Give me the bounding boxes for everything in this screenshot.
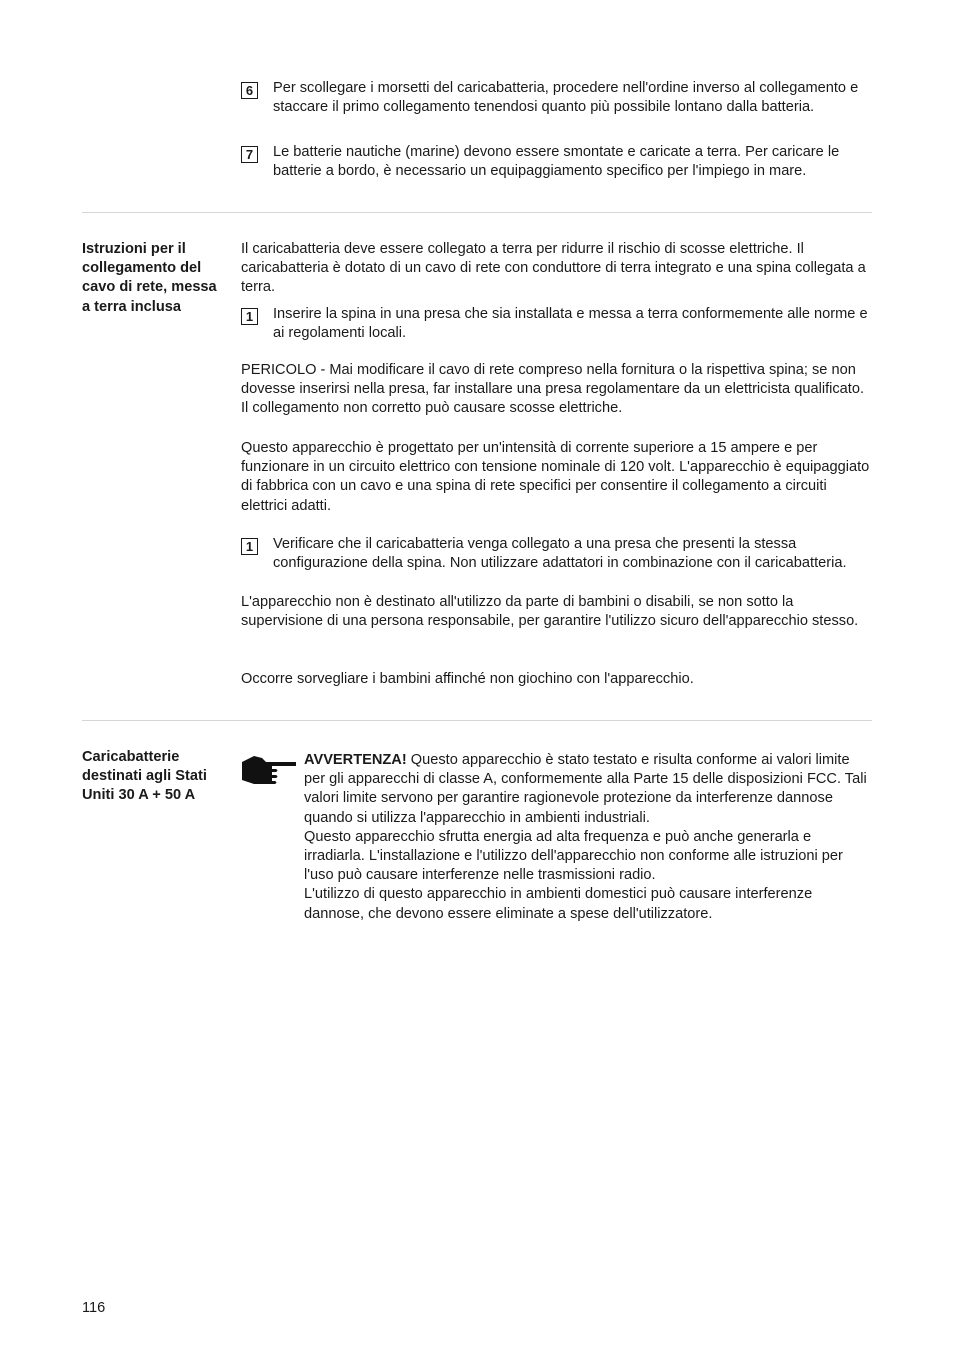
section-heading: Istruzioni per il collegamento del cavo di rete, messa a terra inclusa xyxy=(82,241,217,315)
section-heading: Caricabatterie destinati agli Stati Uniti 30 A + 50 A xyxy=(82,749,207,804)
step-text: Per scollegare i morsetti del caricabatteria, procedere nell'ordine inverso al collegamento e staccare il primo collegamento tenendosi quanto più possibile lontano dalla batteria. xyxy=(273,80,859,116)
body-paragraph: L'apparecchio non è destinato all'utilizzo da parte di bambini o disabili, se non sotto la supervisione di una persona responsabile, per garantire l'utilizzo sicuro dell'apparecchio stesso. xyxy=(241,594,859,630)
danger-paragraph: PERICOLO - Mai modificare il cavo di rete compreso nella fornitura o la rispettiva spina; se non dovesse inserirsi nella presa, far installare una presa regolamentare da un elettricista qualificato. Il collegamento non corretto può causare scosse elettriche. xyxy=(241,362,864,417)
step-number: 1 xyxy=(241,538,258,555)
pointing-hand-icon xyxy=(240,754,298,788)
page-number: 116 xyxy=(82,1300,106,1316)
step-text: Le batterie nautiche (marine) devono essere smontate e caricate a terra. Per caricare le batterie a bordo, è necessario un equipaggiamento specifico per l'impiego in mare. xyxy=(273,144,840,180)
warning-text: Questo apparecchio è stato testato e risulta conforme ai valori limite per gli apparecchi di classe A, conformemente alla Parte 15 delle disposizioni FCC. Tali valori limite servono per garantire ragionevole protezione da interferenze dannose quando si utilizza l'apparecchio in ambienti industriali. xyxy=(304,752,867,826)
warning-paragraph: L'utilizzo di questo apparecchio in ambienti domestici può causare interferenze dannose, che devono essere eliminate a spese dell'utilizzatore. xyxy=(304,886,813,922)
warning-label: AVVERTENZA! xyxy=(304,752,407,768)
fcc-warning xyxy=(304,751,872,924)
step-number: 7 xyxy=(241,146,258,163)
step-text: Verificare che il caricabatteria venga collegato a una presa che presenti la stessa configurazione della spina. Non utilizzare adattatori in combinazione con il caricabatteria. xyxy=(273,536,847,572)
body-paragraph: Questo apparecchio è progettato per un'intensità di corrente superiore a 15 ampere e per funzionare in un circuito elettrico con tensione nominale di 120 volt. L'apparecchio è equipaggiato di fabbrica con un cavo e una spina di rete specifici per consentire il collegamento a circuiti elettrici adatti. xyxy=(241,440,870,514)
step-text: Inserire la spina in una presa che sia installata e messa a terra conformemente alle norme e ai regolamenti locali. xyxy=(273,306,868,342)
warning-paragraph xyxy=(304,751,872,828)
warning-paragraph: Questo apparecchio sfrutta energia ad alta frequenza e può anche generarla e irradiarla. L'installazione e l'utilizzo dell'apparecchio non conforme alle istruzioni per l'uso può causare interferenze nelle trasmissioni radio. xyxy=(304,828,843,884)
intro-paragraph: Il caricabatteria deve essere collegato a terra per ridurre il rischio di scosse elettriche. Il caricabatteria è dotato di un cavo di rete con conduttore di terra integrato e una spina collegata a terra. xyxy=(241,241,866,296)
step-number: 6 xyxy=(241,82,258,99)
body-paragraph: Occorre sorvegliare i bambini affinché non giochino con l'apparecchio. xyxy=(241,671,694,687)
step-number: 1 xyxy=(241,308,258,325)
section-divider xyxy=(82,212,872,213)
section-divider xyxy=(82,720,872,721)
